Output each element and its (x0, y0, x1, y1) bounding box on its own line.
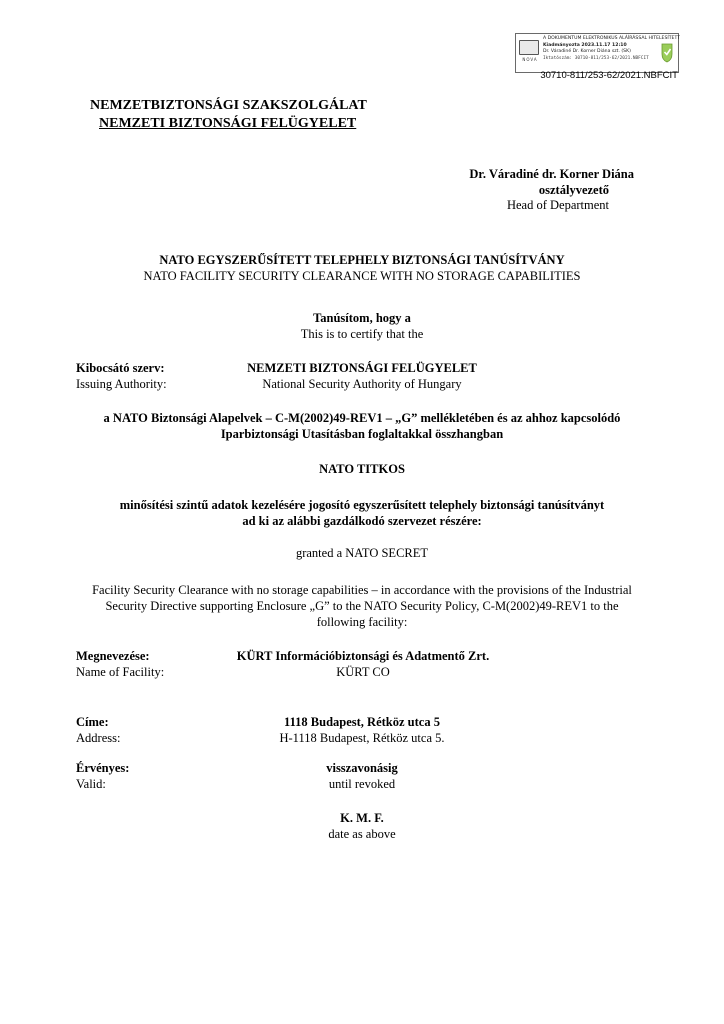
grant-hu-line-1: minősítési szintű adatok kezelésére jogosító egyszerűsített telephely biztonsági tanúsítványt (119, 498, 605, 512)
facility-label-hu: Megnevezése: (76, 649, 150, 663)
address-label-hu: Címe: (76, 715, 109, 729)
e-signature-stamp (515, 33, 679, 73)
issuing-label-hu: Kibocsátó szerv: (76, 361, 165, 375)
valid-label-hu: Érvényes: (76, 761, 130, 775)
facility-value-hu: KÜRT Információbiztonsági és Adatmentő Zrt. (236, 649, 490, 663)
address-label-en: Address: (76, 731, 121, 745)
granted-en: granted a NATO SECRET (295, 546, 429, 560)
stamp-line-2: Kiadmányozta 2023.11.17 12:10 (543, 42, 627, 48)
heading-en: NATO FACILITY SECURITY CLEARANCE WITH NO STORAGE CAPABILITIES (143, 269, 581, 283)
basis-line-1: a NATO Biztonsági Alapelvek – C-M(2002)49-REV1 – „G” mellékletében és az ahhoz kapcsolódó (103, 411, 621, 425)
stamp-line-3: Dr. Váradiné Dr. Korner Diána szt. (SK) (543, 49, 631, 55)
address-value-en: H-1118 Budapest, Rétköz utca 5. (279, 731, 445, 745)
nova-brand-text: NOVA (522, 57, 538, 62)
basis-line-2: Iparbiztonsági Utasításban foglaltakkal összhangban (220, 427, 504, 441)
signatory-name: Dr. Váradiné dr. Korner Diána (469, 167, 634, 181)
issuing-label-en: Issuing Authority: (76, 377, 167, 391)
address-value-hu: 1118 Budapest, Rétköz utca 5 (284, 715, 440, 729)
org-line-1: NEMZETBIZTONSÁGI SZAKSZOLGÁLAT (90, 98, 367, 113)
nova-logo (518, 38, 540, 66)
valid-value-en: until revoked (328, 777, 396, 791)
facility-label-en: Name of Facility: (76, 665, 165, 679)
date-hu: K. M. F. (340, 811, 384, 825)
issuing-value-hu: NEMZETI BIZTONSÁGI FELÜGYELET (247, 361, 477, 375)
classification-level: NATO TITKOS (319, 462, 405, 476)
signatory-title-en: Head of Department (506, 198, 609, 212)
valid-value-hu: visszavonásig (326, 761, 398, 775)
org-line-2: NEMZETI BIZTONSÁGI FELÜGYELET (99, 116, 357, 131)
heading-hu: NATO EGYSZERŰSÍTETT TELEPHELY BIZTONSÁGI TANÚSÍTVÁNY (159, 253, 565, 267)
valid-label-en: Valid: (76, 777, 106, 791)
document-number: 30710-811/253-62/2021.NBFCIT (540, 70, 678, 81)
date-en: date as above (328, 827, 396, 841)
signatory-title-hu: osztályvezető (538, 183, 609, 197)
issuing-value-en: National Security Authority of Hungary (262, 377, 462, 391)
verified-seal-icon (660, 41, 675, 63)
fsc-en-line-3: following facility: (316, 615, 408, 629)
monitor-icon (519, 40, 539, 55)
certify-en: This is to certify that the (300, 327, 424, 341)
stamp-line-1: A DOKUMENTUM ELEKTRONIKUS ALÁÍRÁSSAL HITELESÍTETT (543, 36, 680, 41)
certify-hu: Tanúsítom, hogy a (313, 311, 411, 325)
grant-hu-line-2: ad ki az alábbi gazdálkodó szervezet részére: (242, 514, 482, 528)
stamp-line-4: Iktatószám: 30710-811/253-62/2021.NBFCIT (543, 55, 649, 61)
fsc-en-line-2: Security Directive supporting Enclosure „G” to the NATO Security Policy, C-M(2002)49-REV1 to the (105, 599, 619, 613)
facility-value-en: KÜRT CO (336, 665, 390, 679)
fsc-en-line-1: Facility Security Clearance with no storage capabilities – in accordance with the provisions of the Industrial (92, 583, 632, 597)
